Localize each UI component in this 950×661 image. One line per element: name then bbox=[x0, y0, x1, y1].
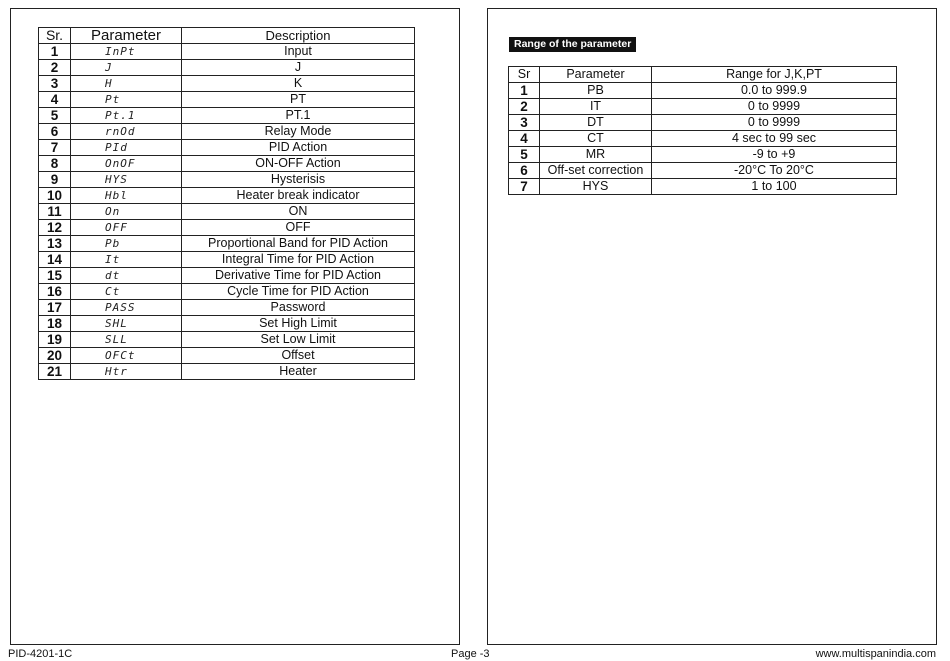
row-number: 4 bbox=[39, 92, 71, 108]
table-header-row bbox=[39, 28, 415, 44]
parameter-range: 1 to 100 bbox=[652, 179, 897, 195]
parameter-name: CT bbox=[540, 131, 652, 147]
sr-header: Sr bbox=[509, 67, 540, 83]
parameter-description: J bbox=[182, 60, 415, 76]
parameter-code: Hbl bbox=[71, 188, 182, 204]
table-row bbox=[39, 220, 415, 236]
parameter-code: PASS bbox=[71, 300, 182, 316]
parameter-description: Offset bbox=[182, 348, 415, 364]
parameter-description: ON-OFF Action bbox=[182, 156, 415, 172]
table-row bbox=[39, 108, 415, 124]
table-row bbox=[39, 300, 415, 316]
right-page-panel bbox=[487, 8, 937, 645]
parameter-range: 0.0 to 999.9 bbox=[652, 83, 897, 99]
left-page-panel bbox=[10, 8, 460, 645]
parameter-description: Password bbox=[182, 300, 415, 316]
parameter-code: Pt.1 bbox=[71, 108, 182, 124]
row-number: 7 bbox=[39, 140, 71, 156]
parameter-code: J bbox=[71, 60, 182, 76]
parameter-name: DT bbox=[540, 115, 652, 131]
row-number: 16 bbox=[39, 284, 71, 300]
parameter-description: OFF bbox=[182, 220, 415, 236]
table-row bbox=[509, 163, 897, 179]
parameter-code: dt bbox=[71, 268, 182, 284]
parameter-table bbox=[38, 27, 415, 380]
row-number: 4 bbox=[509, 131, 540, 147]
row-number: 1 bbox=[39, 44, 71, 60]
table-row bbox=[39, 252, 415, 268]
row-number: 3 bbox=[509, 115, 540, 131]
row-number: 13 bbox=[39, 236, 71, 252]
table-row bbox=[39, 236, 415, 252]
table-row bbox=[39, 140, 415, 156]
parameter-code: On bbox=[71, 204, 182, 220]
parameter-table-body bbox=[39, 44, 415, 380]
parameter-description: Proportional Band for PID Action bbox=[182, 236, 415, 252]
parameter-range: 0 to 9999 bbox=[652, 99, 897, 115]
row-number: 6 bbox=[39, 124, 71, 140]
row-number: 3 bbox=[39, 76, 71, 92]
row-number: 18 bbox=[39, 316, 71, 332]
parameter-name: MR bbox=[540, 147, 652, 163]
row-number: 1 bbox=[509, 83, 540, 99]
table-row bbox=[39, 60, 415, 76]
table-row bbox=[509, 99, 897, 115]
parameter-description: K bbox=[182, 76, 415, 92]
row-number: 2 bbox=[509, 99, 540, 115]
row-number: 8 bbox=[39, 156, 71, 172]
table-row bbox=[39, 76, 415, 92]
parameter-description: Heater bbox=[182, 364, 415, 380]
parameter-description: Cycle Time for PID Action bbox=[182, 284, 415, 300]
row-number: 10 bbox=[39, 188, 71, 204]
parameter-code: rnOd bbox=[71, 124, 182, 140]
parameter-code: OFF bbox=[71, 220, 182, 236]
range-header: Range for J,K,PT bbox=[652, 67, 897, 83]
table-row bbox=[39, 284, 415, 300]
page-number: Page -3 bbox=[451, 648, 490, 660]
table-row bbox=[39, 332, 415, 348]
row-number: 15 bbox=[39, 268, 71, 284]
parameter-code: PId bbox=[71, 140, 182, 156]
parameter-description: PT.1 bbox=[182, 108, 415, 124]
parameter-code: InPt bbox=[71, 44, 182, 60]
table-row bbox=[509, 115, 897, 131]
parameter-description: Relay Mode bbox=[182, 124, 415, 140]
parameter-header: Parameter bbox=[71, 28, 182, 44]
parameter-description: Heater break indicator bbox=[182, 188, 415, 204]
table-row bbox=[39, 44, 415, 60]
range-section-title: Range of the parameter bbox=[509, 37, 636, 52]
table-row bbox=[39, 188, 415, 204]
row-number: 5 bbox=[39, 108, 71, 124]
table-row bbox=[39, 124, 415, 140]
parameter-code: SHL bbox=[71, 316, 182, 332]
table-header-row bbox=[509, 67, 897, 83]
parameter-name: HYS bbox=[540, 179, 652, 195]
parameter-code: OnOF bbox=[71, 156, 182, 172]
parameter-range: -20°C To 20°C bbox=[652, 163, 897, 179]
document-code: PID-4201-1C bbox=[8, 648, 73, 660]
parameter-code: H bbox=[71, 76, 182, 92]
parameter-description: Set Low Limit bbox=[182, 332, 415, 348]
parameter-name: Off-set correction bbox=[540, 163, 652, 179]
row-number: 21 bbox=[39, 364, 71, 380]
table-row bbox=[509, 179, 897, 195]
parameter-range: -9 to +9 bbox=[652, 147, 897, 163]
table-row bbox=[39, 348, 415, 364]
parameter-code: Pt bbox=[71, 92, 182, 108]
row-number: 12 bbox=[39, 220, 71, 236]
parameter-description: ON bbox=[182, 204, 415, 220]
website-url: www.multispanindia.com bbox=[815, 648, 936, 660]
parameter-description: Derivative Time for PID Action bbox=[182, 268, 415, 284]
parameter-header: Parameter bbox=[540, 67, 652, 83]
row-number: 7 bbox=[509, 179, 540, 195]
parameter-description: Hysterisis bbox=[182, 172, 415, 188]
parameter-code: HYS bbox=[71, 172, 182, 188]
parameter-description: PID Action bbox=[182, 140, 415, 156]
table-row bbox=[39, 316, 415, 332]
parameter-code: It bbox=[71, 252, 182, 268]
parameter-description: Set High Limit bbox=[182, 316, 415, 332]
row-number: 20 bbox=[39, 348, 71, 364]
row-number: 5 bbox=[509, 147, 540, 163]
parameter-code: SLL bbox=[71, 332, 182, 348]
row-number: 6 bbox=[509, 163, 540, 179]
range-table bbox=[508, 66, 897, 195]
table-row bbox=[39, 364, 415, 380]
row-number: 2 bbox=[39, 60, 71, 76]
parameter-code: OFCt bbox=[71, 348, 182, 364]
sr-header: Sr. bbox=[39, 28, 71, 44]
parameter-name: IT bbox=[540, 99, 652, 115]
row-number: 9 bbox=[39, 172, 71, 188]
parameter-range: 0 to 9999 bbox=[652, 115, 897, 131]
table-row bbox=[39, 268, 415, 284]
row-number: 17 bbox=[39, 300, 71, 316]
row-number: 11 bbox=[39, 204, 71, 220]
table-row bbox=[509, 131, 897, 147]
description-header: Description bbox=[182, 28, 415, 44]
row-number: 19 bbox=[39, 332, 71, 348]
table-row bbox=[39, 172, 415, 188]
range-table-body bbox=[509, 83, 897, 195]
parameter-description: PT bbox=[182, 92, 415, 108]
table-row bbox=[509, 83, 897, 99]
parameter-description: Integral Time for PID Action bbox=[182, 252, 415, 268]
parameter-name: PB bbox=[540, 83, 652, 99]
parameter-code: Htr bbox=[71, 364, 182, 380]
table-row bbox=[39, 92, 415, 108]
parameter-code: Pb bbox=[71, 236, 182, 252]
parameter-range: 4 sec to 99 sec bbox=[652, 131, 897, 147]
table-row bbox=[39, 156, 415, 172]
table-row bbox=[509, 147, 897, 163]
row-number: 14 bbox=[39, 252, 71, 268]
table-row bbox=[39, 204, 415, 220]
parameter-description: Input bbox=[182, 44, 415, 60]
parameter-code: Ct bbox=[71, 284, 182, 300]
